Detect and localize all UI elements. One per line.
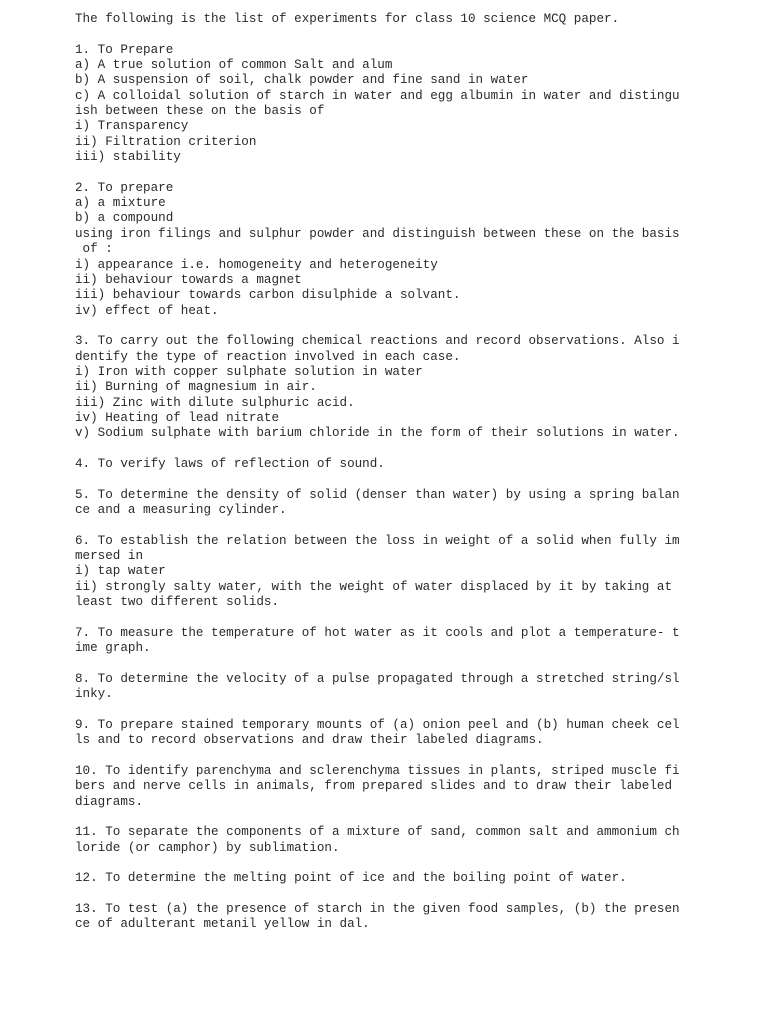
blank-line — [75, 518, 755, 533]
text-line: a) a mixture — [75, 196, 166, 211]
text-line: 9. To prepare stained temporary mounts of (a) onion peel and (b) human cheek cel — [75, 717, 680, 732]
text-line: 3. To carry out the following chemical reactions and record observations. Also i — [75, 334, 680, 349]
text-line: iv) effect of heat. — [75, 303, 219, 318]
blank-line — [75, 27, 755, 42]
text-line: ii) strongly salty water, with the weight of water displaced by it by taking at — [75, 579, 673, 594]
text-line: a) A true solution of common Salt and alum — [75, 58, 393, 73]
blank-line — [75, 810, 755, 825]
text-line: ls and to record observations and draw their labeled diagrams. — [75, 733, 544, 748]
blank-line — [75, 442, 755, 457]
text-line: iii) stability — [75, 150, 181, 165]
blank-line — [75, 610, 755, 625]
blank-line — [75, 749, 755, 764]
text-line: of : — [75, 242, 113, 257]
text-line: using iron filings and sulphur powder and distinguish between these on the basis — [75, 226, 680, 241]
text-line: least two different solids. — [75, 595, 280, 610]
text-line: ish between these on the basis of — [75, 104, 325, 119]
text-line: ii) behaviour towards a magnet — [75, 272, 302, 287]
blank-line — [75, 165, 755, 180]
text-line: v) Sodium sulphate with barium chloride in the form of their solutions in water. — [75, 426, 680, 441]
text-line: iv) Heating of lead nitrate — [75, 410, 280, 425]
text-line: i) appearance i.e. homogeneity and heterogeneity — [75, 257, 438, 272]
text-line: iii) behaviour towards carbon disulphide a solvant. — [75, 288, 461, 303]
blank-line — [75, 887, 755, 902]
blank-line — [75, 702, 755, 717]
text-line: i) tap water — [75, 564, 166, 579]
text-line: 2. To prepare — [75, 180, 174, 195]
text-line: dentify the type of reaction involved in each case. — [75, 349, 461, 364]
text-line: 1. To Prepare — [75, 42, 174, 57]
text-line: bers and nerve cells in animals, from prepared slides and to draw their labeled — [75, 779, 673, 794]
text-line: diagrams. — [75, 794, 144, 809]
text-line: 5. To determine the density of solid (denser than water) by using a spring balan — [75, 487, 680, 502]
text-line: ii) Filtration criterion — [75, 134, 257, 149]
text-line: b) a compound — [75, 211, 174, 226]
text-line: 13. To test (a) the presence of starch in the given food samples, (b) the presen — [75, 901, 680, 916]
text-line: loride (or camphor) by sublimation. — [75, 840, 340, 855]
blank-line — [75, 319, 755, 334]
text-line: iii) Zinc with dilute sulphuric acid. — [75, 395, 355, 410]
text-line: 6. To establish the relation between the loss in weight of a solid when fully im — [75, 533, 680, 548]
text-line: mersed in — [75, 549, 144, 564]
blank-line — [75, 472, 755, 487]
text-line: c) A colloidal solution of starch in water and egg albumin in water and distingu — [75, 88, 680, 103]
text-line: 11. To separate the components of a mixture of sand, common salt and ammonium ch — [75, 825, 680, 840]
blank-line — [75, 656, 755, 671]
text-line: ce of adulterant metanil yellow in dal. — [75, 917, 370, 932]
text-line: ii) Burning of magnesium in air. — [75, 380, 317, 395]
text-line: 12. To determine the melting point of ice and the boiling point of water. — [75, 871, 627, 886]
text-line: 7. To measure the temperature of hot water as it cools and plot a temperature- t — [75, 625, 680, 640]
text-line: ce and a measuring cylinder. — [75, 503, 287, 517]
text-line: 8. To determine the velocity of a pulse propagated through a stretched string/sl — [75, 671, 680, 686]
text-line: i) Iron with copper sulphate solution in water — [75, 364, 423, 379]
document-text — [75, 12, 755, 933]
blank-line — [75, 856, 755, 871]
text-line: ime graph. — [75, 641, 151, 656]
text-line: i) Transparency — [75, 119, 189, 134]
text-line: The following is the list of experiments for class 10 science MCQ paper. — [75, 12, 620, 26]
text-line: b) A suspension of soil, chalk powder and fine sand in water — [75, 73, 529, 88]
text-line: 4. To verify laws of reflection of sound. — [75, 456, 385, 471]
text-line: 10. To identify parenchyma and sclerenchyma tissues in plants, striped muscle fi — [75, 763, 680, 778]
text-line: inky. — [75, 687, 113, 702]
